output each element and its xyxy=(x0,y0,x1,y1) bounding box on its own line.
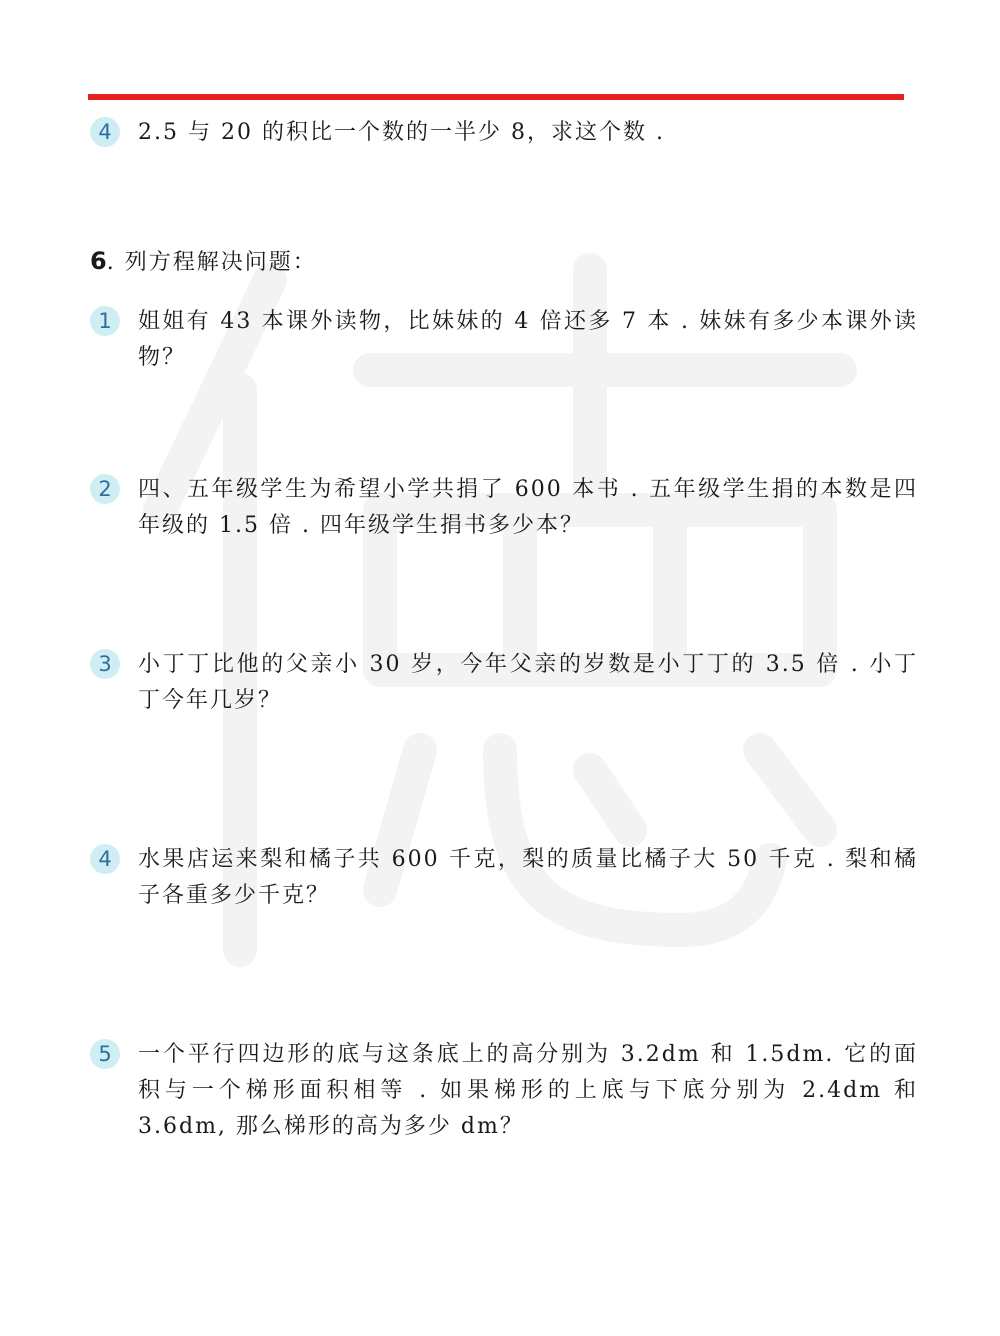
section-heading xyxy=(90,245,317,279)
problem-text: 2.5 与 20 的积比一个数的一半少 8，求这个数 . xyxy=(138,120,665,145)
section-number: 6 xyxy=(90,247,107,275)
problem-text: 姐姐有 43 本课外读物，比妹妹的 4 倍还多 7 本 . 妹妹有多少本课外读物？ xyxy=(138,309,918,370)
problem-text: 小丁丁比他的父亲小 30 岁，今年父亲的岁数是小丁丁的 3.5 倍 . 小丁丁今年几岁？ xyxy=(138,652,918,713)
problem-number-badge: 5 xyxy=(90,1039,120,1069)
top-red-rule xyxy=(88,94,904,100)
problem-number-badge: 4 xyxy=(90,844,120,874)
problem-text: 四、五年级学生为希望小学共捐了 600 本书 . 五年级学生捐的本数是四年级的 1.5 倍 . 四年级学生捐书多少本？ xyxy=(138,477,918,538)
problem-text: 一个平行四边形的底与这条底上的高分别为 3.2dm 和 1.5dm. 它的面积与一个梯形面积相等 . 如果梯形的上底与下底分别为 2.4dm 和 3.6dm, 那么梯形的高为多少 dm？ xyxy=(138,1042,918,1139)
problem-number-badge: 3 xyxy=(90,649,120,679)
section-separator: . xyxy=(106,250,116,275)
problem-text: 水果店运来梨和橘子共 600 千克，梨的质量比橘子大 50 千克 . 梨和橘子各重多少千克？ xyxy=(138,847,918,908)
section-title: 列方程解决问题： xyxy=(115,250,317,275)
problem-number-badge: 2 xyxy=(90,474,120,504)
problem-number-badge: 1 xyxy=(90,306,120,336)
problem-number-badge: 4 xyxy=(90,117,120,147)
